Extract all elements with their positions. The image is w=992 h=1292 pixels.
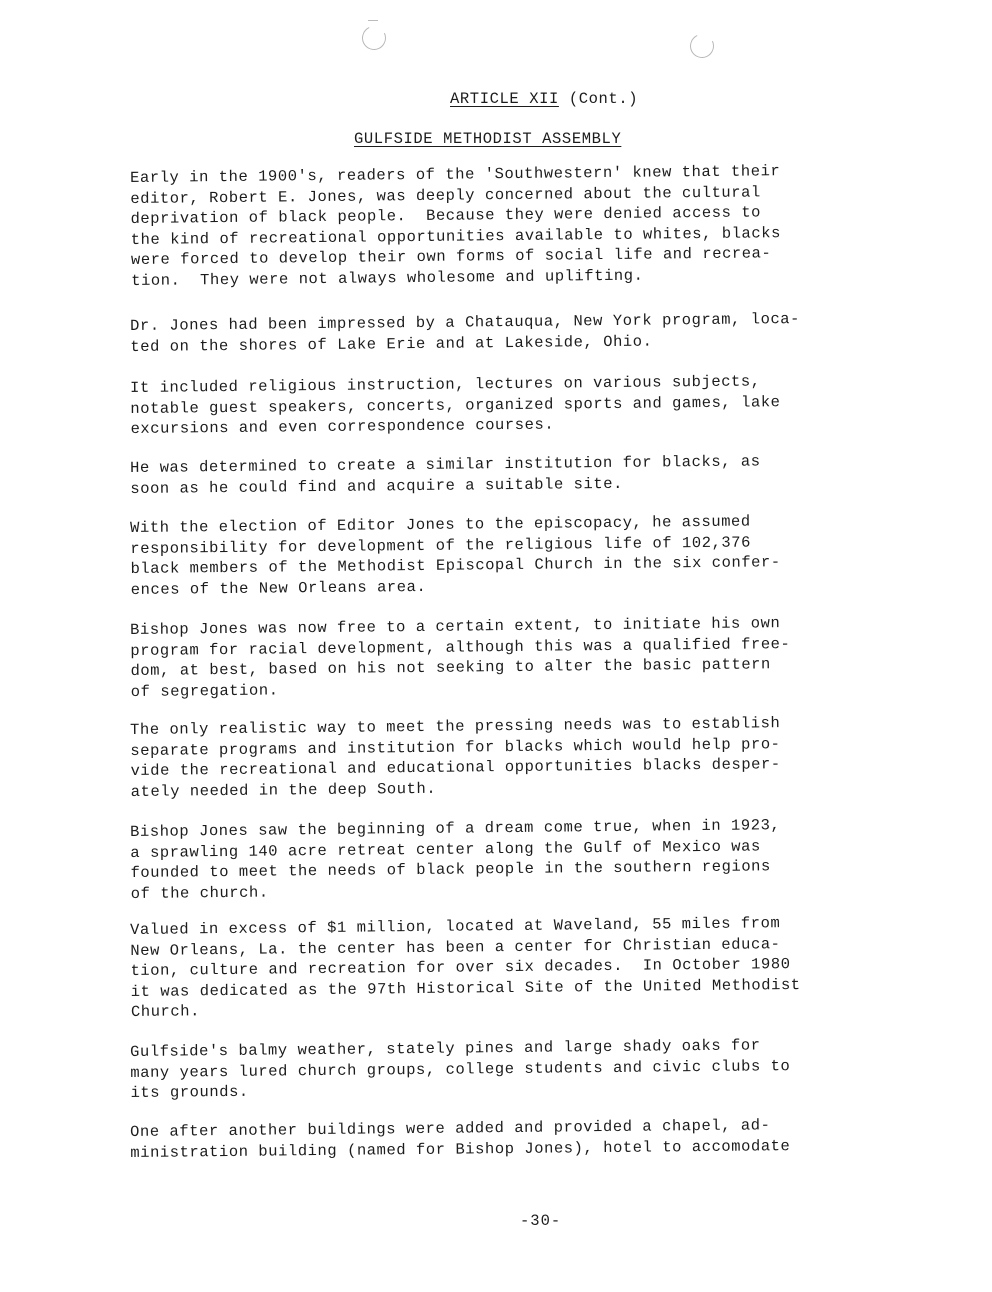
paragraph-line: One after another buildings were added and provided a chapel, ad- [130, 1116, 771, 1141]
paragraph-line: Dr. Jones had been impressed by a Chatauqua, New York program, loca- [130, 309, 801, 335]
paragraph-line: its grounds. [130, 1082, 249, 1102]
paragraph-line: tion. They were not always wholesome and uplifting. [131, 266, 644, 290]
paragraph-line: it was dedicated as the 97th Historical Site of the United Methodist [130, 975, 801, 1001]
paragraph-2 [130, 307, 960, 357]
paragraph-line: ences of the New Orleans area. [130, 577, 427, 599]
paragraph-1 [130, 159, 961, 291]
paragraph-line: Gulfside's balmy weather, stately pines and large shady oaks for [130, 1036, 761, 1061]
paragraph-line: Bishop Jones saw the beginning of a dream come true, when in 1923, [130, 816, 781, 841]
paragraph-8 [130, 813, 961, 904]
paragraph-11 [130, 1113, 960, 1163]
paragraph-line: The only realistic way to meet the pressing needs was to establish [130, 714, 781, 739]
paragraph-line: vide the recreational and educational opportunities blacks desper- [130, 755, 781, 780]
paragraph-line: He was determined to create a similar institution for blacks, as [130, 452, 761, 477]
paragraph-line: of the church. [130, 883, 269, 903]
paragraph-6 [130, 611, 961, 702]
paragraph-line: tion, culture and recreation for over six decades. In October 1980 [130, 955, 791, 980]
paragraph-9 [130, 911, 961, 1022]
paragraph-line: New Orleans, La. the center has been a center for Christian educa- [130, 934, 781, 960]
paragraph-7 [130, 711, 961, 802]
article-heading [450, 90, 638, 108]
article-cont: (Cont.) [568, 90, 639, 108]
paragraph-line: program for racial development, although this was a qualified free- [130, 634, 791, 660]
paragraph-line: dom, at best, based on his not seeking to alter the basic pattern [130, 655, 771, 680]
paragraph-line: editor, Robert E. Jones, was deeply concerned about the cultural [130, 182, 761, 208]
paragraph-line: the kind of recreational opportunities available to whites, blacks [130, 223, 782, 249]
paragraph-line: ately needed in the deep South. [130, 779, 437, 801]
paragraph-line: deprivation of black people. Because they were denied access to [130, 203, 762, 228]
paragraph-line: ted on the shores of Lake Erie and at Lakeside, Ohio. [130, 332, 653, 356]
article-number: ARTICLE XII [450, 90, 559, 108]
paragraph-line: excursions and even correspondence courses. [130, 415, 555, 438]
paragraph-4 [130, 449, 960, 499]
paragraph-line: were forced to develop their own forms of social life and recrea- [130, 244, 772, 269]
section-title-text: GULFSIDE METHODIST ASSEMBLY [354, 130, 622, 148]
paragraph-line: of segregation. [130, 680, 279, 701]
paragraph-line: soon as he could find and acquire a suitable site. [130, 474, 623, 498]
paragraph-line: Bishop Jones was now free to a certain extent, to initiate his own [130, 614, 781, 639]
page-number: -30- [520, 1212, 562, 1230]
paragraph-line: a sprawling 140 acre retreat center along the Gulf of Mexico was [130, 836, 761, 862]
paragraph-line: Early in the 1900's, readers of the 'Southwestern' knew that their [130, 162, 781, 187]
binder-hole-left [359, 23, 390, 54]
paragraph-line: It included religious instruction, lectures on various subjects, [130, 372, 761, 397]
margin-mark [368, 20, 378, 21]
paragraph-line: Valued in excess of $1 million, located at Waveland, 55 miles from [130, 914, 781, 939]
paragraph-line: founded to meet the needs of black people in the southern regions [130, 857, 771, 882]
paragraph-line: responsibility for development of the religious life of 102,376 [130, 532, 752, 558]
paragraph-10 [130, 1033, 961, 1103]
paragraph-line: ministration building (named for Bishop Jones), hotel to accomodate [130, 1136, 791, 1162]
paragraph-line: Church. [130, 1002, 201, 1021]
paragraph-line: notable guest speakers, concerts, organized sports and games, lake [130, 392, 781, 418]
paragraph-3 [130, 369, 961, 439]
paragraph-line: many years lured church groups, college students and civic clubs to [130, 1056, 791, 1082]
section-title [354, 130, 621, 148]
paragraph-line: separate programs and institution for blacks which would help pro- [130, 734, 781, 760]
paragraph-5 [130, 509, 961, 600]
paragraph-line: black members of the Methodist Episcopal Church in the six confer- [130, 553, 781, 578]
paragraph-line: With the election of Editor Jones to the episcopacy, he assumed [130, 512, 751, 537]
binder-hole-right [687, 31, 718, 62]
